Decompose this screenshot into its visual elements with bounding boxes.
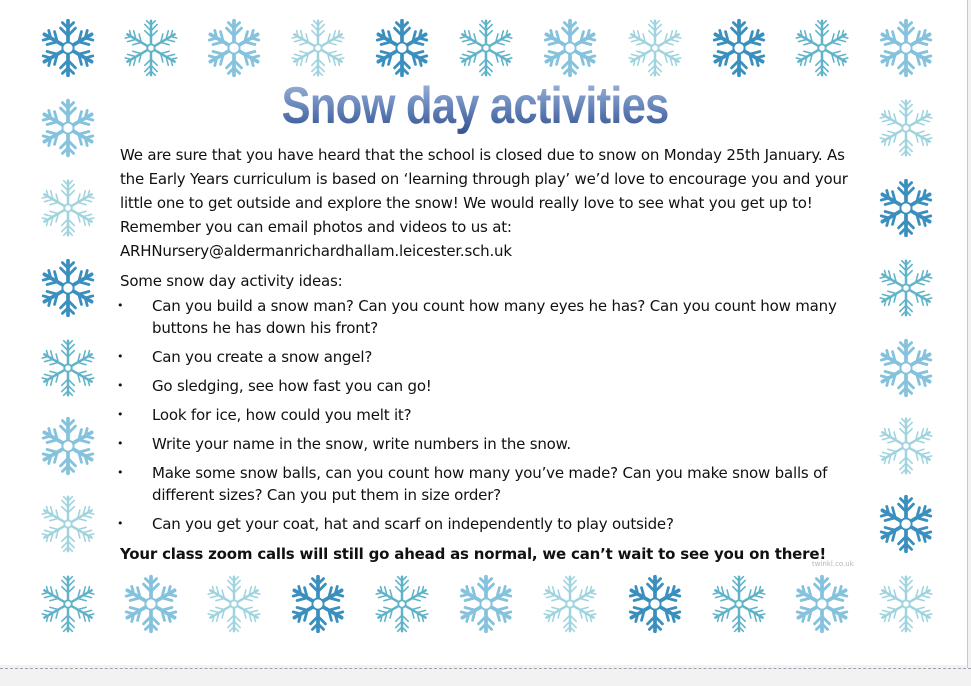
snowflake-icon [37,177,99,239]
snowflake-icon [37,573,99,635]
snowflake-icon [37,97,99,159]
snowflake-icon [624,17,686,79]
snowflake-icon [708,573,770,635]
snowflake-icon [120,573,182,635]
list-item [117,346,850,368]
snowflake-icon [791,573,853,635]
snowflake-icon [791,17,853,79]
bullet: • [117,437,124,450]
page-edge [967,0,968,668]
snowflake-icon [371,573,433,635]
list-item-text: Look for ice, how could you melt it? [152,406,412,424]
list-item-text: Can you create a snow angel? [152,348,373,366]
snowflake-icon [624,573,686,635]
snowflake-icon [37,493,99,555]
bullet: • [117,379,124,392]
snowflake-icon [371,17,433,79]
snowflake-icon [875,17,937,79]
snowflake-icon [37,415,99,477]
credit-text: twinkl.co.uk [812,560,854,568]
snowflake-icon [287,17,349,79]
ideas-heading: Some snow day activity ideas: [120,272,343,290]
snowflake-icon [37,17,99,79]
bullet: • [117,299,124,312]
page-title: Snow day activities [278,76,673,136]
document-body [117,143,850,566]
list-item [117,433,850,455]
snowflake-icon [455,17,517,79]
snowflake-icon [875,337,937,399]
snowflake-icon [287,573,349,635]
bullet: • [117,466,124,479]
closing-note: Your class zoom calls will still go ahead as normal, we can’t wait to see you on there! [120,545,826,563]
snowflake-icon [539,573,601,635]
list-item [117,513,850,535]
intro-paragraph: We are sure that you have heard that the school is closed due to snow on Monday 25th January. As the Early Years curriculum is based on ‘learning through play’ we’d love to encourage you and your little one to get outside and explore the snow! We would really love to see what you get up to! Remember you can email photos and videos to us at: ARHNursery@aldermanrichardhallam.leicester.sch.uk [120,146,848,260]
snowflake-icon [203,573,265,635]
list-item [117,462,850,506]
list-item-text: Can you build a snow man? Can you count how many eyes he has? Can you count how many buttons he has down his front? [152,297,837,337]
page-break-line [0,668,971,669]
snowflake-icon [120,17,182,79]
ideas-list [117,295,850,535]
snowflake-icon [455,573,517,635]
snowflake-icon [539,17,601,79]
list-item-text: Write your name in the snow, write numbers in the snow. [152,435,571,453]
list-item [117,375,850,397]
snowflake-icon [708,17,770,79]
bullet: • [117,517,124,530]
snowflake-icon [37,337,99,399]
list-item [117,404,850,426]
snowflake-icon [875,177,937,239]
snowflake-icon [875,97,937,159]
snowflake-icon [203,17,265,79]
list-item [117,295,850,339]
snowflake-icon [875,257,937,319]
bullet: • [117,408,124,421]
list-item-text: Go sledging, see how fast you can go! [152,377,432,395]
snowflake-icon [875,415,937,477]
snowflake-icon [875,493,937,555]
snowflake-icon [37,257,99,319]
bullet: • [117,350,124,363]
list-item-text: Can you get your coat, hat and scarf on independently to play outside? [152,515,674,533]
list-item-text: Make some snow balls, can you count how many you’ve made? Can you make snow balls of different sizes? Can you put them in size order? [152,464,828,504]
snowflake-icon [875,573,937,635]
